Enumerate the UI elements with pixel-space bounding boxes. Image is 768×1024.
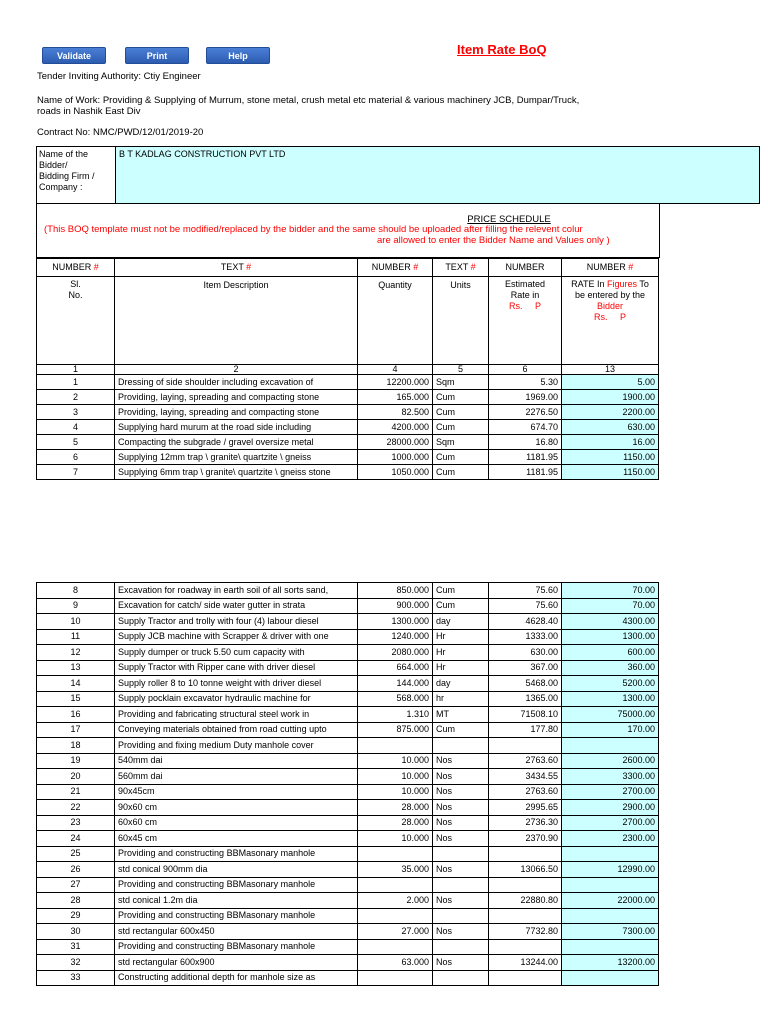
row-bidder-rate[interactable]: 22000.00 [562,893,659,909]
row-sl-no: 18 [37,738,115,754]
row-description: Providing and constructing BBMasonary manhole [115,908,358,924]
row-quantity: 2080.000 [358,645,433,661]
row-bidder-rate[interactable] [562,970,659,986]
row-quantity: 12200.000 [358,375,433,390]
row-unit: Cum [433,405,489,420]
row-unit: Cum [433,420,489,435]
row-estimated-rate: 16.80 [489,435,562,450]
row-sl-no: 16 [37,707,115,723]
row-unit [433,970,489,986]
row-description: Supply roller 8 to 10 tonne weight with driver diesel [115,676,358,692]
table-row [37,924,659,940]
price-schedule-note-line1: (This BOQ template must not be modified/replaced by the bidder and the same should be uploaded after filling the relevent colur [44,224,583,235]
row-quantity: 10.000 [358,831,433,847]
row-quantity: 165.000 [358,390,433,405]
row-estimated-rate: 5.30 [489,375,562,390]
table-row [37,753,659,769]
row-description: Providing, laying, spreading and compacting stone [115,405,358,420]
table-row [37,877,659,893]
units-header: Units [433,277,489,365]
row-estimated-rate: 2276.50 [489,405,562,420]
row-estimated-rate: 1181.95 [489,465,562,480]
page-title: Item Rate BoQ [457,42,547,57]
row-bidder-rate[interactable] [562,738,659,754]
row-quantity [358,877,433,893]
bidder-label-cell [36,146,116,204]
row-estimated-rate: 13066.50 [489,862,562,878]
row-quantity: 900.000 [358,598,433,614]
row-bidder-rate[interactable]: 600.00 [562,645,659,661]
row-unit: MT [433,707,489,723]
column-number: 6 [489,365,562,375]
row-sl-no: 5 [37,435,115,450]
table-row [37,598,659,614]
row-bidder-rate[interactable]: 1300.00 [562,691,659,707]
row-sl-no: 32 [37,955,115,971]
table-row [37,629,659,645]
row-unit: Hr [433,645,489,661]
row-bidder-rate[interactable] [562,877,659,893]
row-sl-no: 11 [37,629,115,645]
row-quantity [358,738,433,754]
row-unit [433,846,489,862]
row-bidder-rate[interactable]: 2600.00 [562,753,659,769]
table-row [37,676,659,692]
row-sl-no: 33 [37,970,115,986]
row-description: std conical 900mm dia [115,862,358,878]
row-bidder-rate[interactable]: 12990.00 [562,862,659,878]
table-row [37,660,659,676]
row-unit: Cum [433,450,489,465]
row-sl-no: 4 [37,420,115,435]
column-number: 5 [433,365,489,375]
row-quantity: 1050.000 [358,465,433,480]
row-unit: Sqm [433,375,489,390]
type-cell: NUMBER # [37,259,115,277]
table-row [37,738,659,754]
row-sl-no: 25 [37,846,115,862]
row-estimated-rate: 75.60 [489,583,562,599]
quantity-header: Quantity [358,277,433,365]
row-estimated-rate: 7732.80 [489,924,562,940]
column-number: 2 [115,365,358,375]
row-sl-no: 9 [37,598,115,614]
bidder-label-line: Bidding Firm / [39,171,95,181]
table-row [37,420,659,435]
row-description: std rectangular 600x900 [115,955,358,971]
row-quantity [358,939,433,955]
table-row [37,691,659,707]
row-estimated-rate: 75.60 [489,598,562,614]
row-estimated-rate: 630.00 [489,645,562,661]
contract-number: Contract No: NMC/PWD/12/01/2019-20 [37,127,204,138]
row-unit: Cum [433,583,489,599]
row-sl-no: 24 [37,831,115,847]
row-sl-no: 10 [37,614,115,630]
row-quantity: 1300.000 [358,614,433,630]
row-unit: Nos [433,769,489,785]
row-description: 90x60 cm [115,800,358,816]
row-description: Supply pocklain excavator hydraulic machine for [115,691,358,707]
table-row [37,722,659,738]
row-estimated-rate: 2763.60 [489,753,562,769]
row-estimated-rate [489,877,562,893]
row-bidder-rate[interactable]: 360.00 [562,660,659,676]
column-number: 1 [37,365,115,375]
row-estimated-rate: 367.00 [489,660,562,676]
row-bidder-rate[interactable] [562,846,659,862]
row-sl-no: 14 [37,676,115,692]
row-estimated-rate: 22880.80 [489,893,562,909]
type-cell: TEXT # [433,259,489,277]
row-quantity: 63.000 [358,955,433,971]
row-bidder-rate[interactable]: 13200.00 [562,955,659,971]
row-description: Providing and constructing BBMasonary manhole [115,939,358,955]
table-row [37,815,659,831]
row-unit: Cum [433,722,489,738]
row-description: 90x45cm [115,784,358,800]
row-unit [433,939,489,955]
table-row [37,375,659,390]
row-bidder-rate[interactable]: 4300.00 [562,614,659,630]
row-sl-no: 2 [37,390,115,405]
table-row [37,450,659,465]
row-estimated-rate: 71508.10 [489,707,562,723]
row-quantity: 664.000 [358,660,433,676]
row-description: Constructing additional depth for manhole size as [115,970,358,986]
row-description: Supply Tractor with Ripper cane with driver diesel [115,660,358,676]
row-description: std rectangular 600x450 [115,924,358,940]
row-bidder-rate[interactable]: 70.00 [562,583,659,599]
row-quantity: 35.000 [358,862,433,878]
row-estimated-rate [489,939,562,955]
row-sl-no: 3 [37,405,115,420]
table-row [37,970,659,986]
bidder-rate-header: RATE In Figures To be entered by the Bidder Rs. P [562,277,659,365]
bidder-label-line: Name of the [39,149,89,159]
row-sl-no: 21 [37,784,115,800]
row-estimated-rate: 5468.00 [489,676,562,692]
row-unit: Nos [433,924,489,940]
row-estimated-rate: 2763.60 [489,784,562,800]
row-bidder-rate[interactable]: 630.00 [562,420,659,435]
help-button[interactable]: Help [206,47,270,64]
row-unit: Nos [433,753,489,769]
type-cell: NUMBER [489,259,562,277]
row-quantity: 1240.000 [358,629,433,645]
row-estimated-rate: 1333.00 [489,629,562,645]
row-unit: day [433,614,489,630]
table-row [37,645,659,661]
boq-items-table-2 [36,582,659,986]
row-sl-no: 26 [37,862,115,878]
row-description: std conical 1.2m dia [115,893,358,909]
row-quantity: 82.500 [358,405,433,420]
row-unit [433,908,489,924]
row-quantity: 10.000 [358,769,433,785]
table-row [37,583,659,599]
row-description: Supplying 12mm trap \ granite\ quartzite \ gneiss [115,450,358,465]
table-row [37,846,659,862]
row-sl-no: 20 [37,769,115,785]
row-unit: Cum [433,465,489,480]
row-bidder-rate[interactable] [562,939,659,955]
row-estimated-rate: 2370.90 [489,831,562,847]
row-description: 560mm dai [115,769,358,785]
validate-button[interactable]: Validate [42,47,106,64]
row-bidder-rate[interactable]: 75000.00 [562,707,659,723]
row-bidder-rate[interactable]: 170.00 [562,722,659,738]
row-estimated-rate: 4628.40 [489,614,562,630]
row-description: Supply dumper or truck 5.50 cum capacity with [115,645,358,661]
bidder-label-line: Company : [39,182,83,192]
row-bidder-rate[interactable]: 2900.00 [562,800,659,816]
table-row [37,908,659,924]
table-row [37,800,659,816]
row-quantity: 1000.000 [358,450,433,465]
row-bidder-rate[interactable]: 16.00 [562,435,659,450]
row-quantity: 1.310 [358,707,433,723]
row-unit [433,877,489,893]
type-cell: TEXT # [115,259,358,277]
row-description: Providing, laying, spreading and compacting stone [115,390,358,405]
column-number-row [37,365,659,375]
row-quantity [358,846,433,862]
table-row [37,435,659,450]
row-sl-no: 12 [37,645,115,661]
row-sl-no: 7 [37,465,115,480]
row-bidder-rate[interactable]: 2300.00 [562,831,659,847]
row-estimated-rate: 1365.00 [489,691,562,707]
sl-no-header: Sl. No. [37,277,115,365]
row-quantity: 28.000 [358,800,433,816]
row-unit: Nos [433,893,489,909]
item-description-header: Item Description [115,277,358,365]
row-unit: hr [433,691,489,707]
row-unit: Cum [433,390,489,405]
boq-header-table [36,258,659,375]
row-quantity: 27.000 [358,924,433,940]
row-bidder-rate[interactable]: 1900.00 [562,390,659,405]
table-row [37,465,659,480]
table-row [37,862,659,878]
table-row [37,955,659,971]
price-schedule-heading: PRICE SCHEDULE [467,214,551,225]
row-estimated-rate: 1969.00 [489,390,562,405]
row-quantity: 10.000 [358,753,433,769]
row-unit [433,738,489,754]
row-description: 540mm dai [115,753,358,769]
boq-items-table-1 [36,374,659,480]
column-header-row [37,277,659,365]
row-unit: Nos [433,815,489,831]
row-description: Providing and fixing medium Duty manhole cover [115,738,358,754]
row-unit: day [433,676,489,692]
row-sl-no: 31 [37,939,115,955]
row-unit: Nos [433,784,489,800]
name-of-work-line2: roads in Nashik East Div [37,106,141,117]
table-row [37,939,659,955]
row-estimated-rate: 1181.95 [489,450,562,465]
bidder-name: B T KADLAG CONSTRUCTION PVT LTD [119,149,286,159]
row-sl-no: 1 [37,375,115,390]
row-estimated-rate [489,846,562,862]
name-of-work-line1: Name of Work: Providing & Supplying of Murrum, stone metal, crush metal etc material & various machinery JCB, Dumpar/Truck, [37,95,580,106]
table-row [37,893,659,909]
row-quantity: 875.000 [358,722,433,738]
row-estimated-rate [489,908,562,924]
row-sl-no: 15 [37,691,115,707]
row-sl-no: 28 [37,893,115,909]
row-bidder-rate[interactable]: 5.00 [562,375,659,390]
column-number: 4 [358,365,433,375]
row-description: 60x60 cm [115,815,358,831]
row-unit: Nos [433,862,489,878]
row-bidder-rate[interactable]: 7300.00 [562,924,659,940]
row-unit: Cum [433,598,489,614]
row-quantity: 144.000 [358,676,433,692]
row-estimated-rate [489,970,562,986]
row-description: Supplying 6mm trap \ granite\ quartzite \ gneiss stone [115,465,358,480]
row-unit: Sqm [433,435,489,450]
row-description: Excavation for catch/ side water gutter in strata [115,598,358,614]
row-estimated-rate: 3434.55 [489,769,562,785]
row-description: Conveying materials obtained from road cutting upto [115,722,358,738]
row-quantity [358,970,433,986]
estimated-rate-header: Estimated Rate in Rs. P [489,277,562,365]
table-row [37,390,659,405]
row-estimated-rate [489,738,562,754]
bidder-name-field[interactable] [115,146,760,204]
price-schedule-note-line2: are allowed to enter the Bidder Name and Values only ) [377,235,610,246]
row-sl-no: 22 [37,800,115,816]
row-estimated-rate: 2736.30 [489,815,562,831]
row-bidder-rate[interactable]: 3300.00 [562,769,659,785]
row-bidder-rate[interactable]: 70.00 [562,598,659,614]
row-description: Compacting the subgrade / gravel oversize metal [115,435,358,450]
row-sl-no: 17 [37,722,115,738]
row-unit: Nos [433,800,489,816]
row-quantity: 28.000 [358,815,433,831]
type-cell: NUMBER # [562,259,659,277]
row-bidder-rate[interactable]: 1150.00 [562,450,659,465]
row-estimated-rate: 13244.00 [489,955,562,971]
type-row [37,259,659,277]
row-description: Excavation for roadway in earth soil of all sorts sand, [115,583,358,599]
row-bidder-rate[interactable]: 2700.00 [562,784,659,800]
print-button[interactable]: Print [125,47,189,64]
row-sl-no: 13 [37,660,115,676]
row-bidder-rate[interactable]: 5200.00 [562,676,659,692]
table-row [37,784,659,800]
row-description: Providing and constructing BBMasonary manhole [115,877,358,893]
row-description: Supply JCB machine with Scrapper & driver with one [115,629,358,645]
row-quantity: 10.000 [358,784,433,800]
row-quantity: 850.000 [358,583,433,599]
row-description: 60x45 cm [115,831,358,847]
table-row [37,769,659,785]
row-description: Supplying hard murum at the road side including [115,420,358,435]
row-quantity: 2.000 [358,893,433,909]
tender-authority: Tender Inviting Authority: Ctiy Engineer [37,71,201,82]
row-bidder-rate[interactable]: 2700.00 [562,815,659,831]
row-description: Providing and fabricating structural steel work in [115,707,358,723]
row-unit: Nos [433,955,489,971]
row-sl-no: 27 [37,877,115,893]
row-estimated-rate: 177.80 [489,722,562,738]
row-description: Providing and constructing BBMasonary manhole [115,846,358,862]
row-bidder-rate[interactable]: 1300.00 [562,629,659,645]
row-sl-no: 29 [37,908,115,924]
row-quantity: 28000.000 [358,435,433,450]
row-description: Supply Tractor and trolly with four (4) labour diesel [115,614,358,630]
price-schedule-box [36,204,660,258]
row-unit: Hr [433,629,489,645]
row-unit: Nos [433,831,489,847]
table-row [37,831,659,847]
bidder-label-line: Bidder/ [39,160,68,170]
row-sl-no: 23 [37,815,115,831]
row-quantity: 4200.000 [358,420,433,435]
row-bidder-rate[interactable]: 1150.00 [562,465,659,480]
row-unit: Hr [433,660,489,676]
column-number: 13 [562,365,659,375]
table-row [37,707,659,723]
row-sl-no: 19 [37,753,115,769]
row-estimated-rate: 2995.65 [489,800,562,816]
row-estimated-rate: 674.70 [489,420,562,435]
row-bidder-rate[interactable]: 2200.00 [562,405,659,420]
row-bidder-rate[interactable] [562,908,659,924]
row-sl-no: 8 [37,583,115,599]
table-row [37,614,659,630]
row-quantity: 568.000 [358,691,433,707]
row-quantity [358,908,433,924]
row-sl-no: 30 [37,924,115,940]
type-cell: NUMBER # [358,259,433,277]
table-row [37,405,659,420]
row-sl-no: 6 [37,450,115,465]
row-description: Dressing of side shoulder including excavation of [115,375,358,390]
